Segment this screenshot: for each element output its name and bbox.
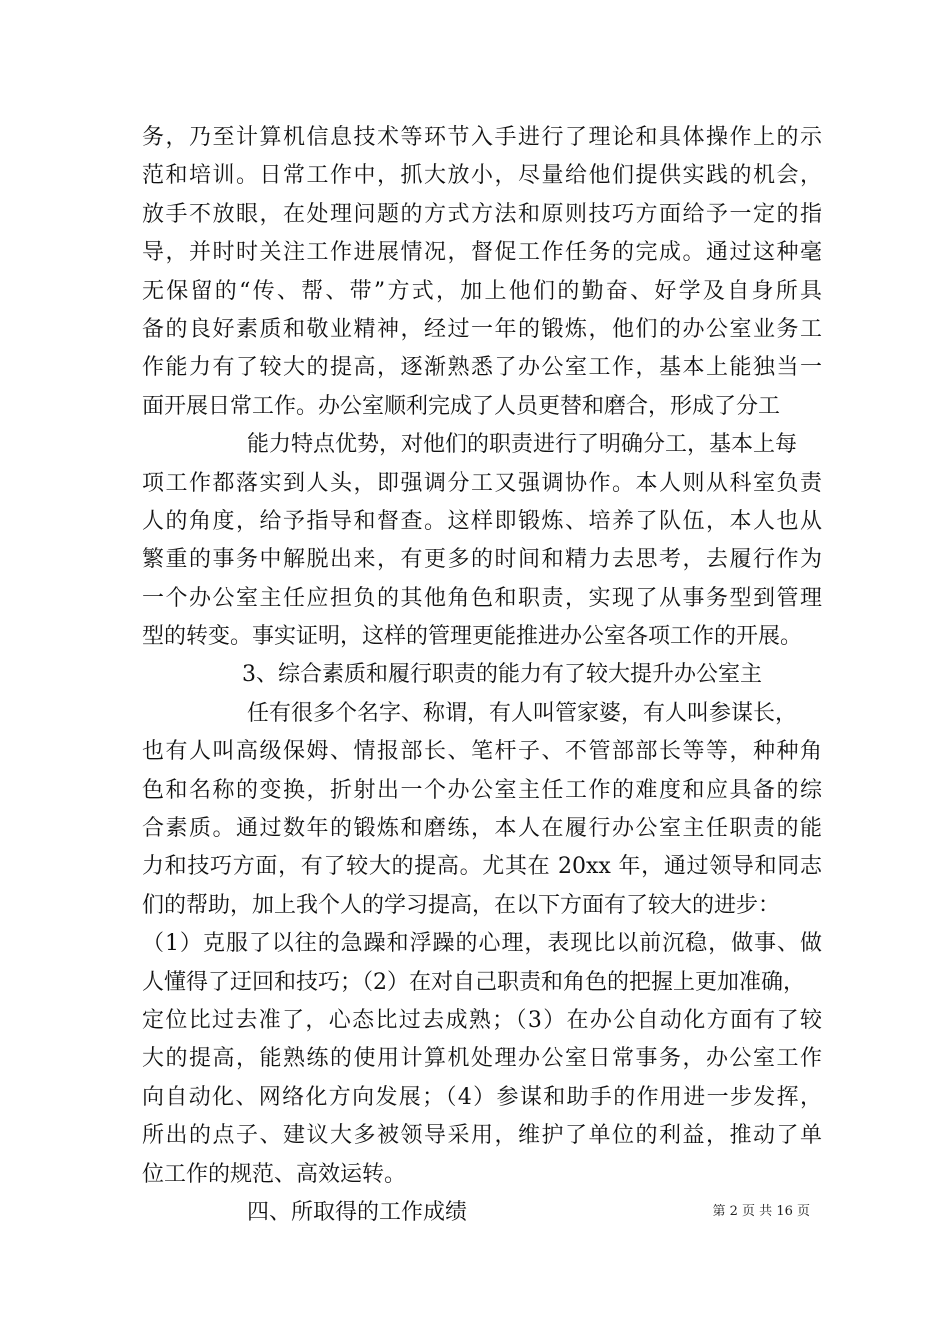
text-line: 型的转变。事实证明，这样的管理更能推进办公室各项工作的开展。 <box>142 624 803 650</box>
section-heading: 3、综合素质和履行职责的能力有了较大提升办公室主 <box>242 662 762 688</box>
text-line: 放手不放眼，在处理问题的方式方法和原则技巧方面给予一定的指 <box>142 201 822 227</box>
text-line: 项工作都落实到人头，即强调分工又强调协作。本人则从科室负责 <box>142 470 822 496</box>
text-line: 无保留的“传、帮、带”方式，加上他们的勤奋、好学及自身所具 <box>142 278 822 304</box>
text-line: 也有人叫高级保姆、情报部长、笔杆子、不管部部长等等，种种角 <box>142 739 822 765</box>
text-line: 任有很多个名字、称谓，有人叫管家婆，有人叫参谋长， <box>247 700 798 726</box>
text-line: 所出的点子、建议大多被领导采用，维护了单位的利益，推动了单 <box>142 1123 822 1149</box>
text-line: 合素质。通过数年的锻炼和磨练，本人在履行办公室主任职责的能 <box>142 816 822 842</box>
text-line: 面开展日常工作。办公室顺利完成了人员更替和磨合，形成了分工 <box>142 393 781 419</box>
text-line: 大的提高，能熟练的使用计算机处理办公室日常事务，办公室工作 <box>142 1046 822 1072</box>
text-line: 位工作的规范、高效运转。 <box>142 1161 407 1187</box>
document-body <box>142 119 822 1232</box>
text-line: 导，并时时关注工作进展情况，督促工作任务的完成。通过这种毫 <box>142 240 822 266</box>
text-line: 向自动化、网络化方向发展；（4）参谋和助手的作用进一步发挥， <box>142 1084 822 1110</box>
text-line: 务，乃至计算机信息技术等环节入手进行了理论和具体操作上的示 <box>142 125 822 150</box>
text-line: 一个办公室主任应担负的其他角色和职责，实现了从事务型到管理 <box>142 585 822 611</box>
text-line: 繁重的事务中解脱出来，有更多的时间和精力去思考，去履行作为 <box>142 547 822 573</box>
page-number-footer: 第 2 页 共 16 页 <box>712 1204 810 1219</box>
text-line: 范和培训。日常工作中，抓大放小，尽量给他们提供实践的机会， <box>142 163 822 189</box>
text-line: 备的良好素质和敬业精神，经过一年的锻炼，他们的办公室业务工 <box>142 316 822 342</box>
text-line: 定位比过去准了，心态比过去成熟；（3）在办公自动化方面有了较 <box>142 1007 822 1033</box>
section-heading: 四、所取得的工作成绩 <box>247 1199 468 1225</box>
text-line: 们的帮助，加上我个人的学习提高，在以下方面有了较大的进步： <box>142 892 781 918</box>
text-line: 能力特点优势，对他们的职责进行了明确分工，基本上每 <box>247 432 798 458</box>
text-line: 色和名称的变换，折射出一个办公室主任工作的难度和应具备的综 <box>142 777 822 803</box>
text-line: 人懂得了迂回和技巧；（2）在对自己职责和角色的把握上更加准确， <box>142 969 805 995</box>
text-line: 作能力有了较大的提高，逐渐熟悉了办公室工作，基本上能独当一 <box>142 355 822 381</box>
text-line: 力和技巧方面，有了较大的提高。尤其在 20xx 年，通过领导和同志 <box>142 854 822 880</box>
text-line: （1）克服了以往的急躁和浮躁的心理，表现比以前沉稳，做事、做 <box>142 931 822 957</box>
text-line: 人的角度，给予指导和督查。这样即锻炼、培养了队伍，本人也从 <box>142 508 822 534</box>
